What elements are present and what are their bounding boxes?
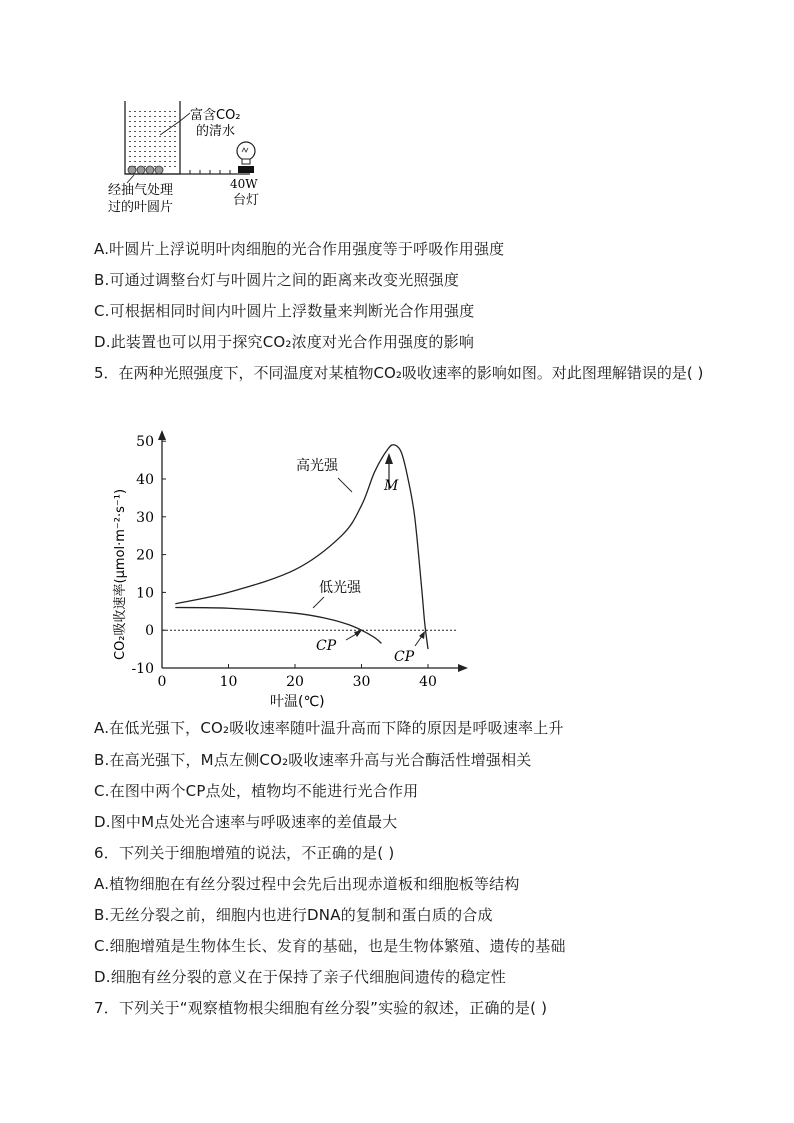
y-tick-label: 30	[136, 509, 154, 526]
y-tick-label: 0	[145, 623, 154, 640]
q5-option-c: C.在图中两个CP点处，植物均不能进行光合作用	[94, 782, 419, 800]
annotation-cp-right: CP	[394, 649, 415, 665]
apparatus-figure	[100, 95, 280, 220]
series-label-leader	[313, 597, 324, 608]
series-high-light	[175, 445, 428, 649]
q6-option-a: A.植物细胞在有丝分裂过程中会先后出现赤道板和细胞板等结构	[94, 875, 520, 893]
y-tick-label: 50	[136, 434, 154, 451]
m-arrowhead	[385, 453, 393, 464]
y-axis-arrow	[158, 430, 166, 440]
solution-label-1: 富含CO₂	[190, 108, 241, 123]
q6-stem: 6．下列关于细胞增殖的说法，不正确的是( )	[94, 844, 395, 862]
q4-option-a: A.叶圆片上浮说明叶肉细胞的光合作用强度等于呼吸作用强度	[94, 240, 505, 258]
annotation-cp-left: CP	[316, 638, 337, 654]
lamp-label-1: 40W	[230, 177, 258, 191]
annotation-m: M	[384, 478, 399, 494]
series-label-leader	[338, 478, 352, 492]
q4-option-c: C.可根据相同时间内叶圆片上浮数量来判断光合作用强度	[94, 302, 475, 320]
x-tick-label: 0	[157, 674, 167, 690]
x-axis-label: 叶温(℃)	[270, 694, 325, 710]
q6-option-d: D.细胞有丝分裂的意义在于保持了亲子代细胞间遗传的稳定性	[94, 968, 506, 986]
q7-stem: 7．下列关于“观察植物根尖细胞有丝分裂”实验的叙述，正确的是( )	[94, 999, 548, 1017]
cp-left-arrowhead	[354, 630, 362, 637]
lamp-icon	[237, 142, 255, 173]
q6-option-b: B.无丝分裂之前，细胞内也进行DNA的复制和蛋白质的合成	[94, 906, 493, 924]
x-axis-arrow	[458, 664, 468, 672]
lamp-label-2: 台灯	[233, 193, 260, 208]
y-axis-label: CO₂吸收速率(μmol·m⁻²·s⁻¹)	[113, 488, 128, 660]
q5-stem: 5．在两种光照强度下，不同温度对某植物CO₂吸收速率的影响如图。对此图理解错误的是( )	[94, 364, 704, 382]
q5-option-d: D.图中M点处光合速率与呼吸速率的差值最大	[94, 813, 398, 831]
leaf-disks	[128, 166, 163, 174]
disk-label-2: 过的叶圆片	[108, 200, 174, 215]
series-label-high-light: 高光强	[296, 458, 338, 474]
co2-uptake-chart	[100, 420, 480, 715]
x-tick-label: 10	[219, 674, 238, 690]
x-tick-label: 30	[352, 674, 371, 690]
q6-option-c: C.细胞增殖是生物体生长、发育的基础，也是生物体繁殖、遗传的基础	[94, 937, 566, 955]
series-label-low-light: 低光强	[319, 580, 361, 596]
disk-label-1: 经抽气处理	[108, 183, 174, 198]
y-tick-label: -10	[131, 661, 154, 677]
q5-option-b: B.在高光强下，M点左侧CO₂吸收速率升高与光合酶活性增强相关	[94, 751, 532, 769]
solution-label-2: 的清水	[196, 124, 236, 139]
q5-option-a: A.在低光强下，CO₂吸收速率随叶温升高而下降的原因是呼吸速率上升	[94, 719, 564, 737]
y-tick-label: 40	[136, 472, 154, 488]
q4-option-b: B.可通过调整台灯与叶圆片之间的距离来改变光照强度	[94, 271, 460, 289]
cp-right-arrow	[415, 636, 422, 646]
x-tick-label: 20	[286, 674, 304, 690]
q4-option-d: D.此装置也可以用于探究CO₂浓度对光合作用强度的影响	[94, 333, 475, 351]
cp-right-arrowhead	[419, 631, 425, 639]
y-tick-label: 20	[136, 547, 154, 564]
x-tick-label: 40	[419, 674, 437, 690]
y-tick-label: 10	[136, 585, 154, 602]
series-low-light	[175, 608, 381, 644]
